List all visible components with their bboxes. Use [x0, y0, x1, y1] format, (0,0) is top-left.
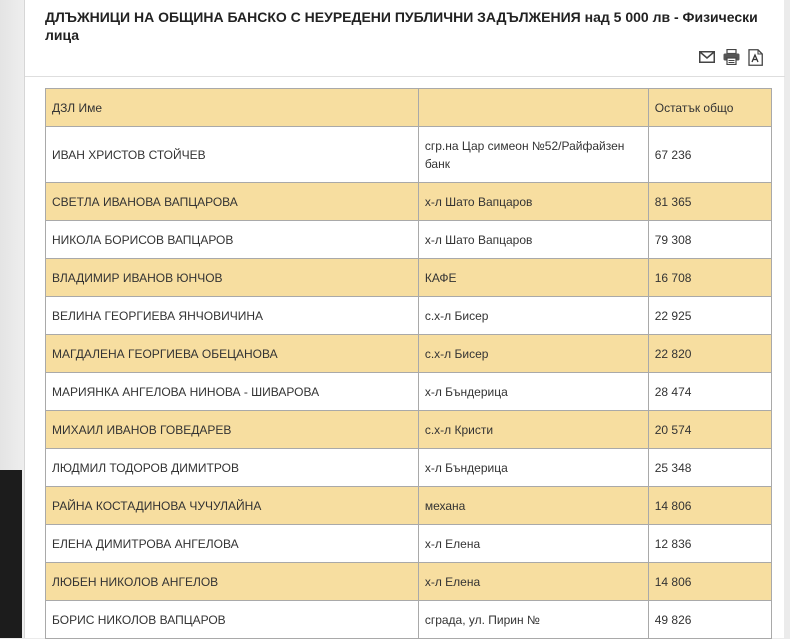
- cell-object: механа: [418, 487, 648, 525]
- cell-name: ВЕЛИНА ГЕОРГИЕВА ЯНЧОВИЧИНА: [46, 297, 419, 335]
- cell-amount: 14 806: [648, 487, 771, 525]
- table-row: [46, 525, 772, 563]
- cell-amount: 20 574: [648, 411, 771, 449]
- cell-name: МАРИЯНКА АНГЕЛОВА НИНОВА - ШИВАРОВА: [46, 373, 419, 411]
- cell-amount: 81 365: [648, 183, 771, 221]
- page-title: ДЛЪЖНИЦИ НА ОБЩИНА БАНСКО С НЕУРЕДЕНИ ПУБЛИЧНИ ЗАДЪЛЖЕНИЯ над 5 000 лв - Физически лица: [45, 9, 758, 43]
- cell-amount: 16 708: [648, 259, 771, 297]
- cell-object: х-л Елена: [418, 563, 648, 601]
- table-header-row: [46, 89, 772, 127]
- cell-object: с.х-л Бисер: [418, 297, 648, 335]
- cell-amount: 12 836: [648, 525, 771, 563]
- cell-amount: 22 925: [648, 297, 771, 335]
- cell-object: х-л Шато Вапцаров: [418, 183, 648, 221]
- cell-name: ИВАН ХРИСТОВ СТОЙЧЕВ: [46, 127, 419, 183]
- cell-name: ЛЮБЕН НИКОЛОВ АНГЕЛОВ: [46, 563, 419, 601]
- cell-amount: 25 348: [648, 449, 771, 487]
- cell-name: НИКОЛА БОРИСОВ ВАПЦАРОВ: [46, 221, 419, 259]
- cell-object: КАФЕ: [418, 259, 648, 297]
- table-row: [46, 297, 772, 335]
- content-panel: [24, 0, 784, 638]
- table-row: [46, 373, 772, 411]
- table-row: [46, 335, 772, 373]
- cell-name: МИХАИЛ ИВАНОВ ГОВЕДАРЕВ: [46, 411, 419, 449]
- cell-amount: 49 826: [648, 601, 771, 639]
- cell-name: СВЕТЛА ИВАНОВА ВАПЦАРОВА: [46, 183, 419, 221]
- cell-object: х-л Бъндерица: [418, 449, 648, 487]
- header-amount: Остатък общо: [648, 89, 771, 127]
- cell-name: ВЛАДИМИР ИВАНОВ ЮНЧОВ: [46, 259, 419, 297]
- cell-object: сграда, ул. Пирин №: [418, 601, 648, 639]
- email-icon[interactable]: [698, 48, 716, 66]
- header-name: ДЗЛ Име: [46, 89, 419, 127]
- cell-name: РАЙНА КОСТАДИНОВА ЧУЧУЛАЙНА: [46, 487, 419, 525]
- cell-object: с.х-л Бисер: [418, 335, 648, 373]
- table-row: [46, 487, 772, 525]
- table-row: [46, 449, 772, 487]
- table-row: [46, 411, 772, 449]
- table-row: [46, 127, 772, 183]
- table-row: [46, 259, 772, 297]
- left-dark-block: [0, 470, 22, 638]
- cell-object: сгр.на Цар симеон №52/Райфайзен банк: [418, 127, 648, 183]
- cell-object: х-л Бъндерица: [418, 373, 648, 411]
- cell-name: ЕЛЕНА ДИМИТРОВА АНГЕЛОВА: [46, 525, 419, 563]
- cell-amount: 14 806: [648, 563, 771, 601]
- article-toolbar: [698, 48, 764, 66]
- header-divider: [25, 76, 785, 77]
- table-row: [46, 601, 772, 639]
- cell-object: х-л Елена: [418, 525, 648, 563]
- cell-name: МАГДАЛЕНА ГЕОРГИЕВА ОБЕЦАНОВА: [46, 335, 419, 373]
- cell-object: х-л Шато Вапцаров: [418, 221, 648, 259]
- header-object: [418, 89, 648, 127]
- cell-amount: 28 474: [648, 373, 771, 411]
- table-row: [46, 183, 772, 221]
- cell-amount: 22 820: [648, 335, 771, 373]
- cell-name: ЛЮДМИЛ ТОДОРОВ ДИМИТРОВ: [46, 449, 419, 487]
- printer-icon[interactable]: [722, 48, 740, 66]
- cell-amount: 67 236: [648, 127, 771, 183]
- table-row: [46, 563, 772, 601]
- cell-amount: 79 308: [648, 221, 771, 259]
- pdf-icon[interactable]: [746, 48, 764, 66]
- debtors-table: [45, 88, 772, 639]
- cell-object: с.х-л Кристи: [418, 411, 648, 449]
- table-row: [46, 221, 772, 259]
- cell-name: БОРИС НИКОЛОВ ВАПЦАРОВ: [46, 601, 419, 639]
